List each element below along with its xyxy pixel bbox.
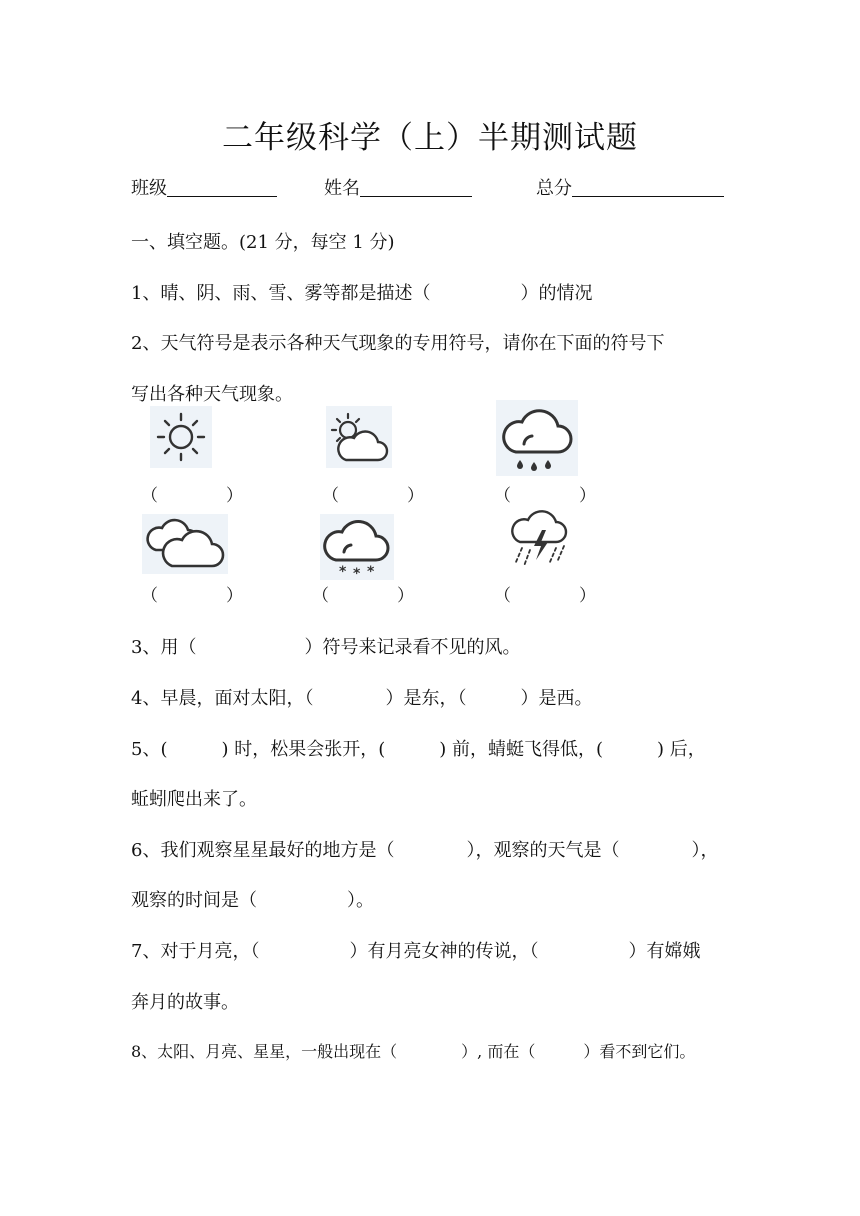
answer-blank-thunderstorm[interactable]: （ ） bbox=[494, 586, 596, 606]
svg-text:*: * bbox=[367, 564, 375, 580]
svg-text:*: * bbox=[353, 566, 361, 580]
class-label: 班级 bbox=[131, 178, 167, 199]
class-field bbox=[131, 174, 277, 200]
answer-blank-rain[interactable]: （ ） bbox=[494, 486, 596, 506]
question-6-line-1: 6、我们观察星星最好的地方是（ ），观察的天气是（ ）， bbox=[131, 840, 719, 861]
question-7-line-1: 7、对于月亮，（ ）有月亮女神的传说，（ ）有嫦娥 bbox=[131, 941, 701, 962]
question-1: 1、晴、阴、雨、雪、雾等都是描述（ ）的情况 bbox=[131, 283, 593, 304]
question-6-line-2: 观察的时间是（ ）。 bbox=[131, 890, 374, 911]
score-field bbox=[536, 174, 724, 200]
name-label: 姓名 bbox=[324, 178, 360, 199]
question-5-line-1: 5、( ) 时，松果会张开，( ) 前，蜻蜓飞得低，( ) 后， bbox=[131, 739, 706, 760]
question-5-line-2: 蚯蚓爬出来了。 bbox=[131, 789, 257, 810]
svg-text:*: * bbox=[339, 564, 347, 580]
name-blank[interactable] bbox=[360, 176, 472, 197]
overcast-icon bbox=[142, 514, 228, 574]
question-2-line-1: 2、天气符号是表示各种天气现象的专用符号，请你在下面的符号下 bbox=[131, 333, 665, 354]
question-2-line-2: 写出各种天气现象。 bbox=[131, 384, 293, 405]
score-label: 总分 bbox=[536, 178, 572, 199]
rain-icon bbox=[496, 400, 578, 476]
answer-blank-snow[interactable]: （ ） bbox=[312, 586, 414, 606]
sunny-icon bbox=[150, 406, 212, 468]
name-field bbox=[324, 174, 472, 200]
question-4: 4、早晨，面对太阳，（ ）是东，（ ）是西。 bbox=[131, 688, 593, 709]
class-blank[interactable] bbox=[167, 176, 277, 197]
question-7-line-2: 奔月的故事。 bbox=[131, 992, 239, 1013]
thunderstorm-icon bbox=[508, 508, 572, 570]
section-heading: 一、填空题。(21 分，每空 1 分) bbox=[131, 232, 395, 253]
snow-icon bbox=[320, 514, 394, 580]
partly-cloudy-icon bbox=[326, 406, 392, 468]
answer-blank-sunny[interactable]: （ ） bbox=[141, 486, 243, 506]
question-8: 8、太阳、月亮、星星，一般出现在（ ）, 而在（ ）看不到它们。 bbox=[131, 1042, 696, 1061]
question-3: 3、用（ ）符号来记录看不见的风。 bbox=[131, 637, 521, 658]
page-title: 二年级科学（上）半期测试题 bbox=[222, 120, 638, 156]
score-blank[interactable] bbox=[572, 176, 724, 197]
answer-blank-overcast[interactable]: （ ） bbox=[141, 586, 243, 606]
answer-blank-partly-cloudy[interactable]: （ ） bbox=[322, 486, 424, 506]
